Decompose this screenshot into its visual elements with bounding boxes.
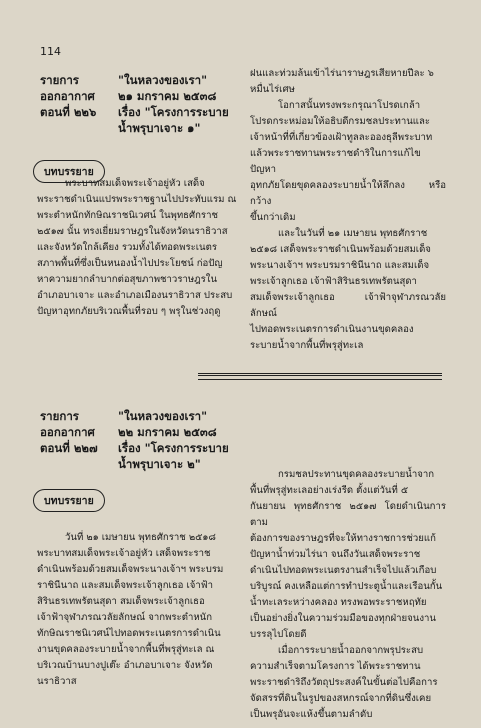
text-line: เจ้าหน้าที่ที่เกี่ยวข้องเฝ้าทูลละอองธุลีพระบาท: [250, 132, 433, 143]
text-line: ดำเนินพร้อมด้วยสมเด็จพระนางเจ้าฯ พระบรม: [37, 564, 224, 575]
airdate: ๒๒ มกราคม ๒๕๓๘: [118, 425, 217, 439]
episode-1-header: [40, 72, 229, 136]
text-line: งานขุดคลองระบายน้ำจากพื้นที่พรุสู่ทะเล ณ: [37, 644, 215, 655]
text-line: ดำเนินไปทอดพระเนตรงานสำเร็จไปแล้วเกือบ: [250, 565, 437, 576]
text-line: เป็นพรุอันจะแห้งขึ้นตามลำดับ: [250, 709, 373, 720]
text-line: โปรดกระหม่อมให้อธิบดีกรมชลประทานและ: [250, 116, 430, 127]
text-line: ขึ้นกว่าเดิม: [250, 212, 296, 223]
text-line: เมื่อการระบายน้ำออกจากพรุประสบ: [278, 645, 424, 656]
program-name: "ในหลวงของเรา": [118, 409, 208, 423]
text-line: หาความยากลำบากต่อสุขภาพชาวราษฎรใน: [37, 274, 218, 285]
text-line: ปัญหาน้ำท่วมไร่นา จนถึงวันเสด็จพระราช: [250, 549, 421, 560]
episode-2-header: [40, 408, 229, 472]
text-line: ความสำเร็จตามโครงการ ได้พระราชทาน: [250, 661, 421, 672]
text-line: ราชินีนาถ และสมเด็จพระเจ้าลูกเธอ เจ้าฟ้า: [37, 580, 213, 591]
episode-2-left-column: [37, 530, 237, 690]
text-line: สมเด็จพระเจ้าลูกเธอ เจ้าฟ้าจุฬาภรณวลัยลักษณ์: [250, 292, 446, 319]
text-line: ทักษิณราชนิเวศน์ไปทอดพระเนตรการดำเนิน: [37, 628, 221, 639]
text-line: บริเวณบ้านบางปูเต๊ะ อำเภอบาเจาะ จังหวัด: [37, 660, 213, 671]
text-line: บรรลุไปโดยดี: [250, 629, 307, 640]
section-divider-thin: [198, 379, 442, 380]
text-line: และในวันที่ ๒๑ เมษายน พุทธศักราช: [278, 228, 428, 239]
text-line: โอกาสนั้นทรงพระกรุณาโปรดเกล้า: [278, 100, 421, 111]
text-line: กรมชลประทานขุดคลองระบายน้ำจาก: [278, 469, 435, 480]
narration-tag: บทบรรยาย: [33, 160, 105, 183]
airdate: ๒๑ มกราคม ๒๕๓๘: [118, 89, 217, 103]
episode-2-right-column: [250, 467, 446, 723]
program-label: รายการ: [40, 73, 79, 87]
text-line: นราธิวาส: [37, 676, 77, 687]
text-line: พระบาทสมเด็จพระเจ้าอยู่หัว เสด็จพระราช: [37, 548, 211, 559]
text-line: ระบายน้ำจากพื้นที่พรุสู่ทะเล: [250, 340, 364, 351]
page-number: 114: [40, 45, 61, 58]
airdate-label: ออกอากาศ: [40, 425, 95, 439]
text-line: พระเจ้าลูกเธอ เจ้าฟ้าสิรินธรเทพรัตนสุดา: [250, 276, 417, 287]
text-line: กันยายน พุทธศักราช ๒๕๑๗ โดยดำเนินการตาม: [250, 501, 446, 528]
text-line: อำเภอบาเจาะ และอำเภอเมืองนราธิวาส ประสบ: [37, 290, 233, 301]
episode-1-left-column: [37, 176, 237, 320]
program-label: รายการ: [40, 409, 79, 423]
text-line: และจังหวัดใกล้เคียง รวมทั้งได้ทอดพระเนตร: [37, 242, 217, 253]
episode-title-cont: น้ำพรุบาเจาะ ๑": [118, 121, 201, 135]
text-line: พระราชดำริถึงวัตถุประสงค์ในขั้นต่อไปคือการ: [250, 677, 438, 688]
text-line: ต้องการของราษฎรที่จะให้ทางราชการช่วยแก้: [250, 533, 436, 544]
text-line: บริบูรณ์ คงเหลือแต่การทำประตูน้ำและเรือนกั้น: [250, 581, 443, 592]
text-line: ๒๕๑๗ นั้น ทรงเยี่ยมราษฎรในจังหวัดนราธิวาส: [37, 226, 228, 237]
text-line: สภาพพื้นที่ซึ่งเป็นหนองน้ำไปประโยชน์ ก่อปัญ: [37, 258, 223, 269]
episode-title-cont: น้ำพรุบาเจาะ ๒": [118, 457, 201, 471]
text-line: น้ำทะเลระหว่างคลอง ทรงพอพระราชหฤทัย: [250, 597, 427, 608]
episode-1-right-column: [250, 66, 446, 354]
airdate-label: ออกอากาศ: [40, 89, 95, 103]
text-line: ไปทอดพระเนตรการดำเนินงานขุดคลอง: [250, 324, 414, 335]
text-line: พระบาทสมเด็จพระเจ้าอยู่หัว เสด็จ: [65, 178, 205, 189]
text-line: เจ้าฟ้าจุฬาภรณวลัยลักษณ์ จากพระตำหนัก: [37, 612, 213, 623]
text-line: ปัญหาอุทกภัยบริเวณพื้นที่รอบ ๆ พรุในช่วงฤดู: [37, 306, 221, 317]
text-line: จัดสรรที่ดินในรูปของสหกรณ์จากที่ดินซึ่งเคย: [250, 693, 432, 704]
text-line: พื้นที่พรุสู่ทะเลอย่างเร่งรีด ตั้งแต่วันที่ ๕: [250, 485, 409, 496]
text-line: ฝนและท่วมล้นเข้าไร่นาราษฎรเสียหายปีละ ๖: [250, 68, 434, 79]
program-name: "ในหลวงของเรา": [118, 73, 208, 87]
episode-number: ตอนที่ ๒๒๗: [40, 441, 98, 455]
episode-title: เรื่อง "โครงการระบาย: [118, 441, 229, 455]
episode-title: เรื่อง "โครงการระบาย: [118, 105, 229, 119]
text-line: แล้วพระราชทานพระราชดำริในการแก้ไขปัญหา: [250, 148, 421, 175]
text-line: พระนางเจ้าฯ พระบรมราชินีนาถ และสมเด็จ: [250, 260, 430, 271]
text-line: อุทกภัยโดยขุดคลองระบายน้ำให้ลึกลง หรือกว้าง: [250, 180, 446, 207]
text-line: วันที่ ๒๑ เมษายน พุทธศักราช ๒๕๑๘: [65, 532, 216, 543]
text-line: เป็นอย่างยิ่งในความร่วมมือของทุกฝ่ายจนงาน: [250, 613, 436, 624]
text-line: พระราชดำเนินแปรพระราชฐานไปประทับแรม ณ: [37, 194, 237, 205]
text-line: ๒๕๑๘ เสด็จพระราชดำเนินพร้อมด้วยสมเด็จ: [250, 244, 431, 255]
section-divider: [198, 373, 442, 376]
text-line: พระตำหนักทักษิณราชนิเวศน์ ในพุทธศักราช: [37, 210, 218, 221]
text-line: สิรินธรเทพรัตนสุดา สมเด็จพระเจ้าลูกเธอ: [37, 596, 205, 607]
episode-number: ตอนที่ ๒๒๖: [40, 105, 97, 119]
narration-tag: บทบรรยาย: [33, 489, 105, 512]
text-line: หมื่นไร่เศษ: [250, 84, 295, 95]
